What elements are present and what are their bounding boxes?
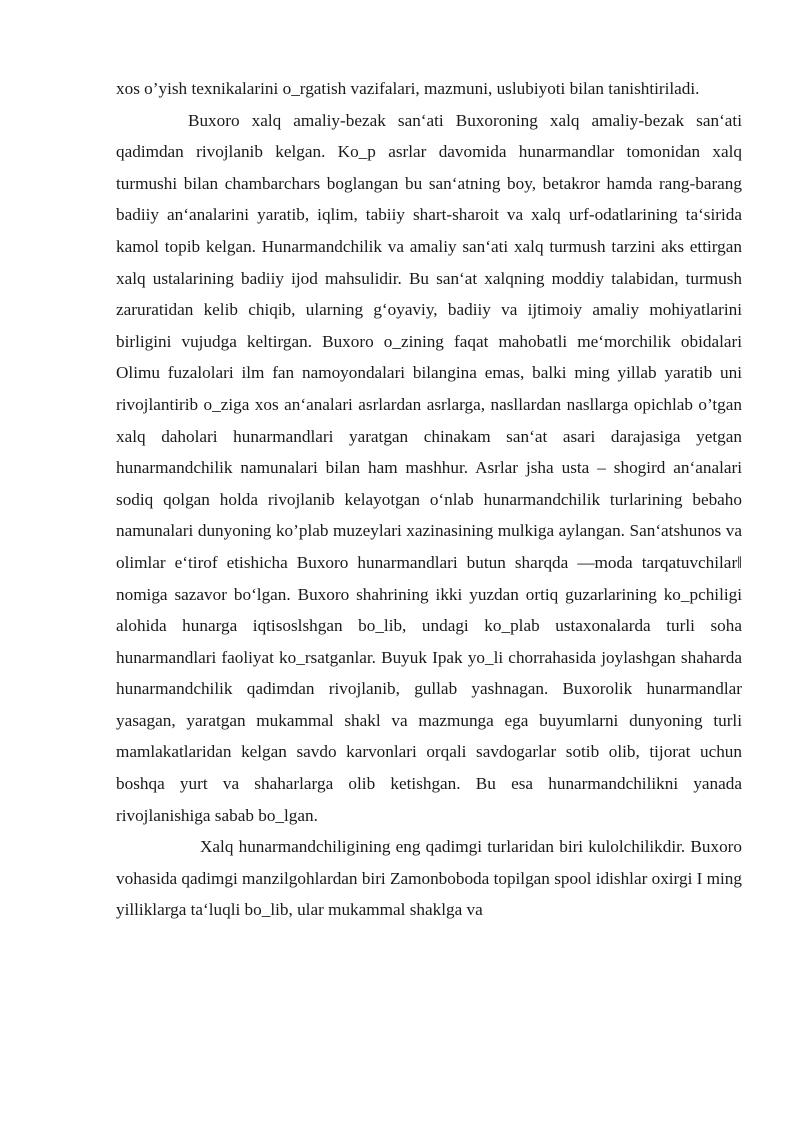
paragraph-continuation: xos o’yish texnikalarini o_rgatish vazifalari, mazmuni, uslubiyoti bilan tanishtiriladi. — [116, 79, 700, 98]
paragraph-pottery: Xalq hunarmandchiligining eng qadimgi turlaridan biri kulolchilikdir. Buxoro vohasida qadimgi manzilgohlardan biri Zamonboboda topilgan spool idishlar oxirgi I ming yilliklarga ta‘luqli bo_lib, ular mukammal shaklga va — [116, 837, 742, 920]
paragraph-bukhara-art: Buxoro xalq amaliy-bezak san‘ati Buxoroning xalq amaliy-bezak san‘ati qadimdan rivojlanib kelgan. Ko_p asrlar davomida hunarmandlar tomonidan xalq turmushi bilan chambarchars boglangan bu san‘atning boy, betakror hamda rang-barang badiiy an‘analarini yaratib, iqlim, tabiiy shart-sharoit va xalq urf-odatlarining ta‘sirida kamol topib kelgan. Hunarmandchilik va amaliy san‘ati xalq turmush tarzini aks ettirgan xalq ustalarining badiiy ijod mahsulidir. Bu san‘at xalqning moddiy talabidan, turmush zaruratidan kelib chiqib, ularning g‘oyaviy, badiiy va ijtimoiy amaliy mohiyatlarini birligini vujudga keltirgan. Buxoro o_zining faqat mahobatli me‘morchilik obidalari Olimu fuzalolari ilm fan namoyondalari bilangina emas, balki ming yillab yaratib uni rivojlantirib o_ziga xos an‘analari asrlardan asrlarga, nasllardan nasllarga opichlab o’tgan xalq daholari hunarmandlari yaratgan chinakam san‘at asari darajasiga yetgan hunarmandchilik namunalari bilan ham mashhur. Asrlar jsha usta – shogird an‘analari sodiq qolgan holda rivojlanib kelayotgan o‘nlab hunarmandchilik turlarining bebaho namunalari dunyoning ko’plab muzeylari xazinasining mulkiga aylangan. San‘atshunos va olimlar e‘tirof etishicha Buxoro hunarmandlari butun sharqda ―moda tarqatuvchilar‖ nomiga sazavor bo‘lgan. Buxoro shahrining ikki yuzdan ortiq guzarlarining ko_pchiligi alohida hunarga iqtisoslshgan bo_lib, undagi ko_plab ustaxonalarda turli soha hunarmandlari faoliyat ko_rsatganlar. Buyuk Ipak yo_li chorrahasida joylashgan shaharda hunarmandchilik qadimdan rivojlanib, gullab yashnagan. Buxorolik hunarmandlar yasagan, yaratgan mukammal shakl va mazmunga ega buyumlarni dunyoning turli mamlakatlaridan kelgan savdo karvonlari orqali savdogarlar sotib olib, tijorat uchun boshqa yurt va shaharlarga olib ketishgan. Bu esa hunarmandchilikni yanada rivojlanishiga sabab bo_lgan. — [116, 110, 742, 825]
body-text — [116, 73, 742, 926]
